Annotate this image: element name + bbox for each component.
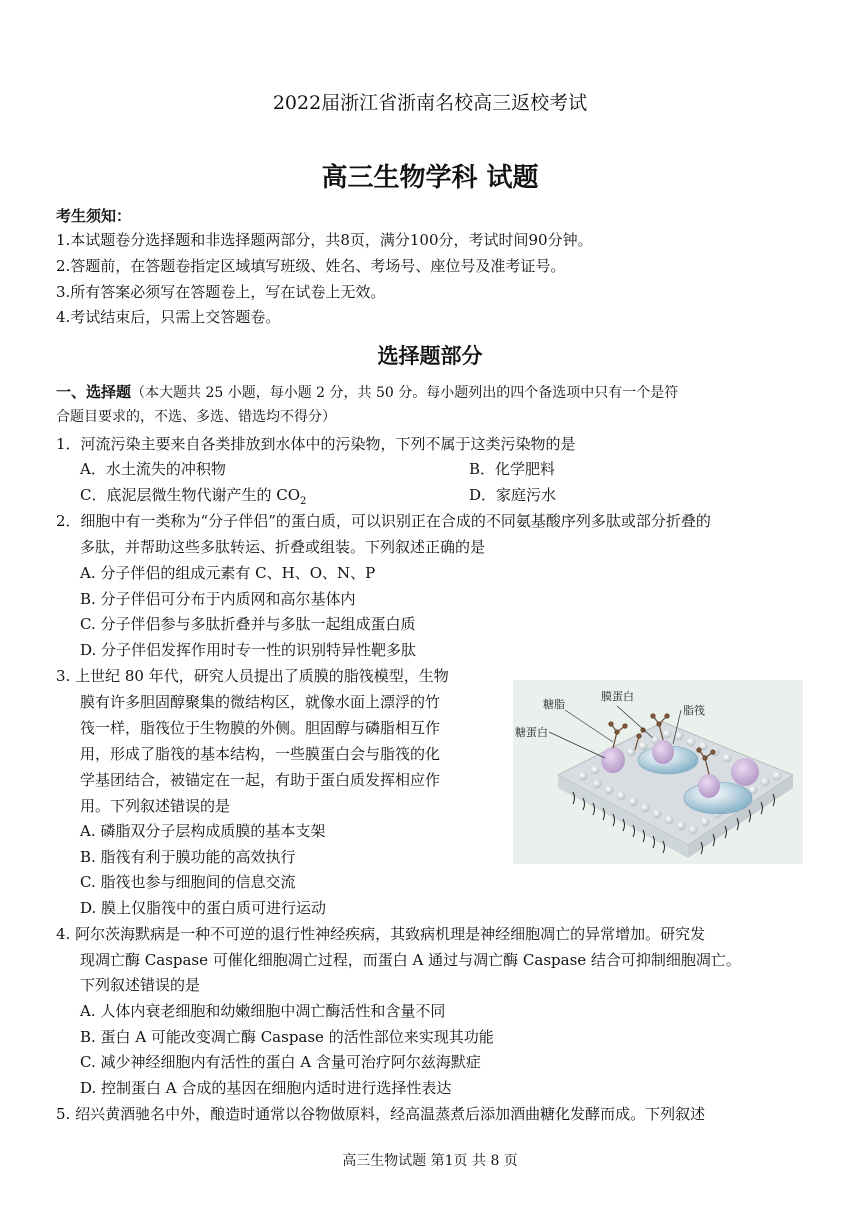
q3-option-c: C. 脂筏也参与细胞间的信息交流 — [80, 873, 296, 891]
q2-option-a: A. 分子伴侣的组成元素有 C、H、O、N、P — [80, 564, 376, 582]
section-title: 选择题部分 — [377, 343, 483, 368]
q5-stem-1: 5. 绍兴黄酒驰名中外，酿造时通常以谷物做原料，经高温蒸煮后添加酒曲糖化发酵而成。下列叙述 — [56, 1105, 706, 1123]
q1-stem: 1．河流污染主要来自各类排放到水体中的污染物，下列不属于这类污染物的是 — [56, 435, 576, 453]
q2-option-c: C. 分子伴侣参与多肽折叠并与多肽一起组成蛋白质 — [80, 615, 416, 633]
q3-option-d: D. 膜上仅脂筏中的蛋白质可进行运动 — [80, 899, 327, 917]
label-glycolipid: 糖脂 — [543, 698, 565, 711]
part-label: 一、选择题 — [56, 383, 132, 401]
section-instruction — [56, 382, 678, 403]
label-lipid-raft: 脂筏 — [683, 704, 705, 717]
q1-option-b: B．化学肥料 — [469, 460, 556, 478]
q1-option-d: D．家庭污水 — [469, 486, 557, 504]
q4-option-b: B. 蛋白 A 可能改变凋亡酶 Caspase 的活性部位来实现其功能 — [80, 1028, 494, 1046]
q4-stem-2: 现凋亡酶 Caspase 可催化细胞凋亡过程，而蛋白 A 通过与凋亡酶 Caspase 结合可抑制细胞凋亡。 — [80, 951, 741, 969]
label-glycoprotein: 糖蛋白 — [515, 726, 548, 739]
q3-stem-4: 用，形成了脂筏的基本结构，一些膜蛋白会与脂筏的化 — [80, 745, 441, 763]
page-footer: 高三生物试题 第1页 共 8 页 — [342, 1153, 518, 1169]
q1-option-a: A．水土流失的冲积物 — [80, 460, 226, 478]
lipid-raft-figure — [513, 680, 803, 864]
label-membrane-protein: 膜蛋白 — [601, 690, 634, 703]
q4-option-c: C. 减少神经细胞内有活性的蛋白 A 含量可治疗阿尔兹海默症 — [80, 1053, 481, 1071]
q1-option-c-text: C．底泥层微生物代谢产生的 CO — [80, 486, 301, 504]
exam-title: 2022届浙江省浙南名校高三返校考试 — [272, 92, 588, 114]
notice-item-4: 4.考试结束后，只需上交答题卷。 — [56, 308, 281, 326]
notice-heading: 考生须知： — [56, 207, 132, 225]
q4-stem-3: 下列叙述错误的是 — [80, 976, 201, 994]
q2-option-b: B. 分子伴侣可分布于内质网和高尔基体内 — [80, 590, 356, 608]
q2-stem-2: 多肽，并帮助这些多肽转运、折叠或组装。下列叙述正确的是 — [80, 538, 486, 556]
q4-stem-1: 4. 阿尔茨海默病是一种不可逆的退行性神经疾病，其致病机理是神经细胞凋亡的异常增加。研究发 — [56, 925, 706, 943]
q3-option-a: A. 磷脂双分子层构成质膜的基本支架 — [80, 822, 326, 840]
q3-stem-5: 学基团结合，被锚定在一起，有助于蛋白质发挥相应作 — [80, 771, 441, 789]
q4-option-d: D. 控制蛋白 A 合成的基因在细胞内适时进行选择性表达 — [80, 1079, 452, 1097]
q2-option-d: D. 分子伴侣发挥作用时专一性的识别特异性靶多肽 — [80, 641, 417, 659]
q1-option-c-sub: 2 — [300, 496, 307, 507]
notice-item-2: 2.答题前，在答题卷指定区域填写班级、姓名、考场号、座位号及准考证号。 — [56, 257, 566, 275]
q3-stem-2: 膜有许多胆固醇聚集的微结构区，就像水面上漂浮的竹 — [80, 693, 441, 711]
instruction-line-1: （本大题共 25 小题，每小题 2 分，共 50 分。每小题列出的四个备选项中只有一个是符 — [131, 385, 679, 401]
q3-stem-1: 3. 上世纪 80 年代，研究人员提出了质膜的脂筏模型，生物 — [56, 667, 449, 685]
q2-stem-1: 2．细胞中有一类称为“分子伴侣”的蛋白质，可以识别正在合成的不同氨基酸序列多肽或部分折叠的 — [56, 512, 711, 530]
subject-title: 高三生物学科 试题 — [321, 163, 539, 193]
q3-stem-6: 用。下列叙述错误的是 — [80, 797, 231, 815]
notice-item-1: 1.本试题卷分选择题和非选择题两部分，共8页，满分100分，考试时间90分钟。 — [56, 231, 593, 249]
q3-stem-3: 筏一样，脂筏位于生物膜的外侧。胆固醇与磷脂相互作 — [80, 719, 441, 737]
q1-option-c — [80, 485, 306, 512]
notice-item-3: 3.所有答案必须写在答题卷上，写在试卷上无效。 — [56, 283, 386, 301]
q4-option-a: A. 人体内衰老细胞和幼嫩细胞中凋亡酶活性和含量不同 — [80, 1002, 446, 1020]
instruction-line-2: 合题目要求的，不选、多选、错选均不得分） — [56, 409, 336, 425]
q3-option-b: B. 脂筏有利于膜功能的高效执行 — [80, 848, 296, 866]
